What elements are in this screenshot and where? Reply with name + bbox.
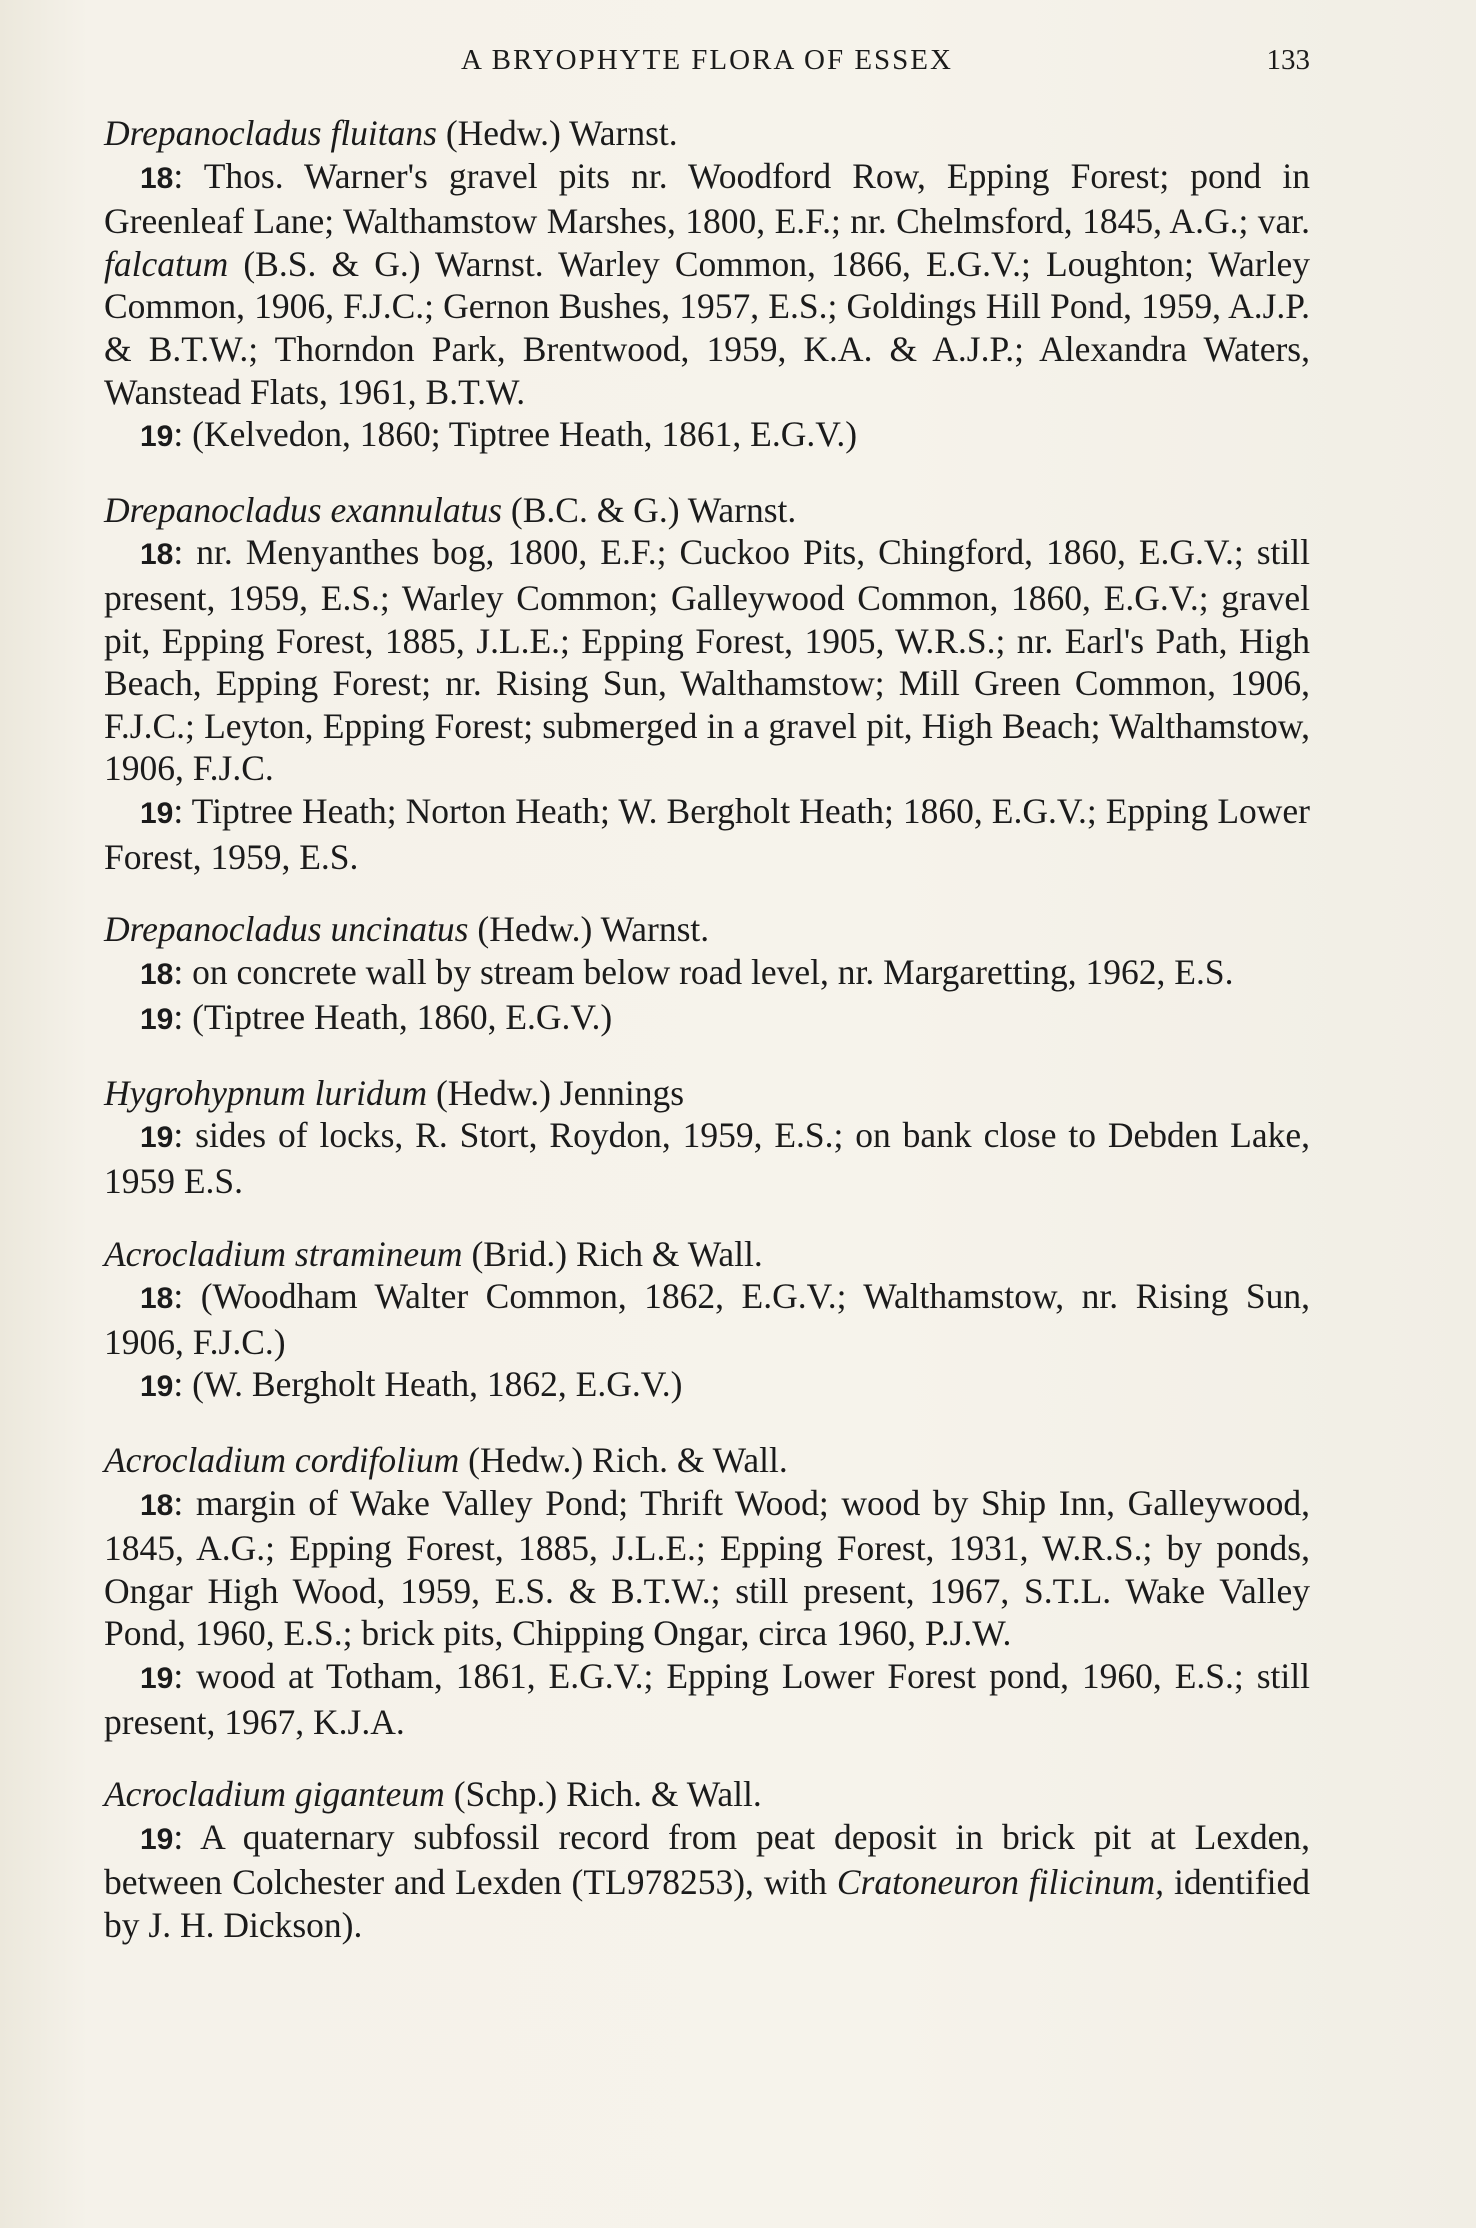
- species-name: Drepanocladus fluitans: [104, 113, 437, 153]
- record-text: : (Woodham Walter Common, 1862, E.G.V.; Walthamstow, nr. Rising Sun, 1906, F.J.C.): [104, 1276, 1310, 1362]
- species-heading: [104, 489, 1310, 532]
- species-authority: (Hedw.) Jennings: [427, 1072, 685, 1113]
- species-entry: [104, 1072, 1310, 1203]
- species-authority: (Hedw.) Warnst.: [436, 113, 678, 153]
- record: [104, 996, 1310, 1042]
- record-text: : (W. Bergholt Heath, 1862, E.G.V.): [173, 1364, 683, 1405]
- vice-county: 19: [140, 1662, 174, 1695]
- species-name: Drepanocladus exannulatus: [104, 489, 503, 530]
- record-text: : Thos. Warner's gravel pits nr. Woodford Row, Epping Forest; pond in Greenleaf Lane; Walthamstow Marshes, 1800, E.F.; nr. Chelmsford, 1845, A.G.; var.: [104, 155, 1310, 242]
- species-entry: [104, 1773, 1310, 1946]
- record-text: : sides of locks, R. Stort, Roydon, 1959, E.S.; on bank close to Debden Lake, 1959 E.S.: [104, 1115, 1310, 1202]
- record-text: : wood at Totham, 1861, E.G.V.; Epping Lower Forest pond, 1960, E.S.; still present, 1967, K.J.A.: [104, 1656, 1310, 1742]
- record-text: : on concrete wall by stream below road level, nr. Margaretting, 1962, E.S.: [173, 951, 1234, 992]
- page-number: 133: [1266, 44, 1310, 76]
- page-body: [104, 112, 1310, 1947]
- species-entry: [104, 1439, 1310, 1743]
- record-text: : nr. Menyanthes bog, 1800, E.F.; Cuckoo Pits, Chingford, 1860, E.G.V.; still present, 1959, E.S.; Warley Common; Galleywood Common, 1860, E.G.V.; gravel pit, Epping Forest, 1885, J.L.E.; Epping Forest, 1905, W.R.S.; nr. Earl's Path, High Beach, Epping Forest; nr. Rising Sun, Walthamstow; Mill Green Common, 1906, F.J.C.; Leyton, Epping Forest; submerged in a gravel pit, High Beach; Walthamstow, 1906, F.J.C.: [104, 532, 1310, 789]
- record: [104, 1482, 1310, 1655]
- record-text-after: identified by J. H. Dickson).: [104, 1862, 1310, 1945]
- record: [104, 1363, 1310, 1409]
- species-entry: [104, 112, 1310, 459]
- record: [104, 951, 1310, 997]
- record: [104, 413, 1310, 459]
- page-header: [104, 44, 1310, 84]
- vice-county: 19: [140, 1370, 174, 1404]
- species-name: Drepanocladus uncinatus: [104, 909, 469, 950]
- species-authority: (B.C. & G.) Warnst.: [502, 489, 797, 530]
- vice-county: 18: [140, 538, 174, 572]
- species-entry: [104, 1233, 1310, 1409]
- species-heading: [104, 1233, 1310, 1276]
- vice-county: 18: [140, 1488, 174, 1522]
- species-authority: (Brid.) Rich & Wall.: [462, 1233, 763, 1274]
- record: [104, 1816, 1310, 1947]
- record-italic: falcatum: [104, 243, 229, 284]
- record: [104, 1275, 1310, 1363]
- record-italic: Cratoneuron filicinum,: [836, 1862, 1165, 1903]
- species-name: Acrocladium cordifolium: [104, 1440, 460, 1481]
- record: [104, 790, 1310, 878]
- vice-county: 19: [140, 1121, 174, 1155]
- record-text: : (Kelvedon, 1860; Tiptree Heath, 1861, E.G.V.): [173, 414, 858, 455]
- species-heading: [104, 1072, 1310, 1115]
- vice-county: 18: [140, 957, 174, 991]
- record: [104, 155, 1310, 414]
- record: [104, 1655, 1310, 1743]
- species-heading: [104, 1439, 1310, 1482]
- species-name: Acrocladium giganteum: [104, 1774, 445, 1815]
- vice-county: 18: [140, 161, 174, 195]
- record-text: : Tiptree Heath; Norton Heath; W. Bergholt Heath; 1860, E.G.V.; Epping Lower Forest, 1959, E.S.: [104, 790, 1310, 877]
- vice-county: 19: [140, 1003, 174, 1037]
- vice-county: 18: [140, 1282, 174, 1316]
- record-text-after: (B.S. & G.) Warnst. Warley Common, 1866, E.G.V.; Loughton; Warley Common, 1906, F.J.C.; Gernon Bushes, 1957, E.S.; Goldings Hill Pond, 1959, A.J.P. & B.T.W.; Thorndon Park, Brentwood, 1959, K.A. & A.J.P.; Alexandra Waters, Wanstead Flats, 1961, B.T.W.: [104, 243, 1310, 412]
- record: [104, 1114, 1310, 1202]
- species-heading: [104, 1773, 1310, 1816]
- species-authority: (Hedw.) Warnst.: [468, 909, 710, 950]
- species-entry: [104, 489, 1310, 878]
- vice-county: 19: [140, 796, 174, 830]
- vice-county: 19: [140, 1822, 174, 1856]
- record-text: : (Tiptree Heath, 1860, E.G.V.): [173, 997, 613, 1038]
- species-entry: [104, 908, 1310, 1042]
- vice-county: 19: [140, 420, 174, 454]
- record-text: : margin of Wake Valley Pond; Thrift Wood; wood by Ship Inn, Galleywood, 1845, A.G.; Epping Forest, 1885, J.L.E.; Epping Forest, 1931, W.R.S.; by ponds, Ongar High Wood, 1959, E.S. & B.T.W.; still present, 1967, S.T.L. Wake Valley Pond, 1960, E.S.; brick pits, Chipping Ongar, circa 1960, P.J.W.: [104, 1482, 1310, 1654]
- species-authority: (Schp.) Rich. & Wall.: [444, 1774, 762, 1815]
- species-heading: [104, 908, 1310, 951]
- running-title: A BRYOPHYTE FLORA OF ESSEX: [461, 44, 953, 76]
- species-authority: (Hedw.) Rich. & Wall.: [459, 1440, 788, 1481]
- record: [104, 531, 1310, 790]
- species-heading: [104, 112, 1310, 155]
- record-text: : A quaternary subfossil record from peat deposit in brick pit at Lexden, between Colchester and Lexden (TL978253), with: [104, 1816, 1310, 1903]
- species-name: Acrocladium stramineum: [104, 1233, 463, 1274]
- species-name: Hygrohypnum luridum: [104, 1072, 428, 1113]
